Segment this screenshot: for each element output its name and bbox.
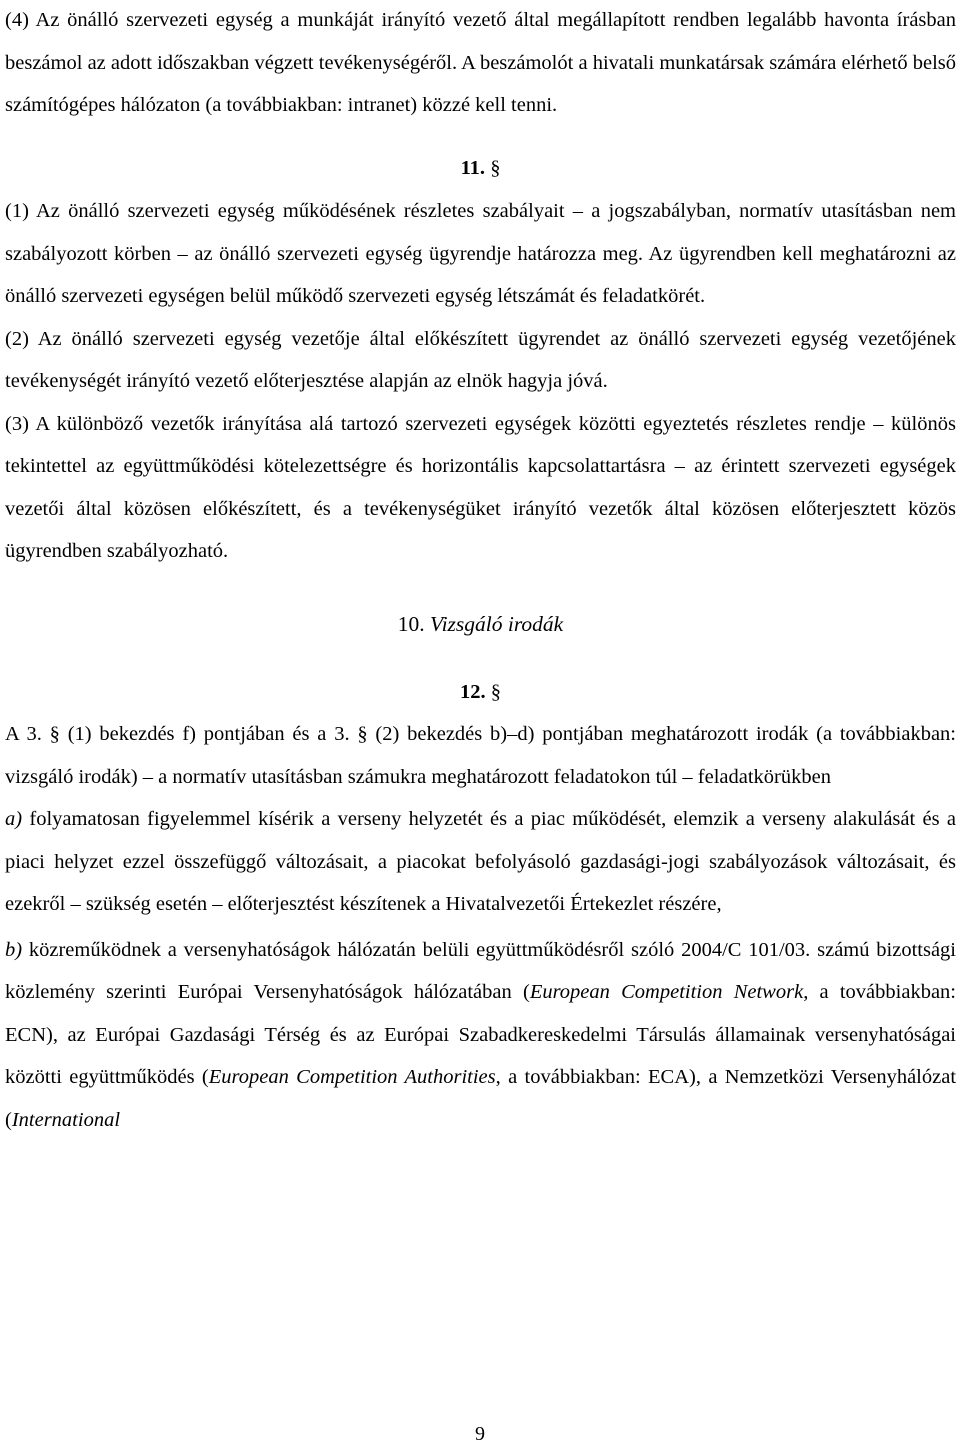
- section-11-heading: [5, 147, 956, 190]
- section-12-point-b: [5, 929, 956, 1142]
- point-b-text-2: , a továbbiakban: ECN), az Európai Gazdasági Térség és az Európai Szabadkereskedelmi Társulás államainak versenyhatóságai közötti együttműködés (: [5, 981, 956, 1088]
- section-12-intro: A 3. § (1) bekezdés f) pontjában és a 3. § (2) bekezdés b)–d) pontjában meghatározott irodák (a továbbiakban: vizsgáló irodák) – a normatív utasításban számukra meghatározott feladatokon túl – feladatkörükben: [5, 723, 956, 788]
- section-11-paragraph-3: (3) A különböző vezetők irányítása alá tartozó szervezeti egységek közötti egyeztetés részletes rendje – különös tekintettel az együttműködési kötelezettségre és horizontális kapcsolattartásra – az érintett szervezeti egységek vezetői által közösen előkészített, és a tevékenységüket irányító vezetők által közösen előterjesztett közös ügyrendben szabályozható.: [5, 412, 956, 562]
- section-11-number: 11.: [460, 156, 486, 179]
- chapter-number: 10.: [397, 611, 425, 636]
- paragraph-4: (4) Az önálló szervezeti egység a munkáját irányító vezető által megállapított rendben legalább havonta írásban beszámol az adott időszakban végzett tevékenységéről. A beszámolót a hivatali munkatársak számára elérhető belső számítógépes hálózaton (a továbbiakban: intranet) közzé kell tenni.: [5, 9, 956, 116]
- section-12-heading: [5, 671, 956, 714]
- point-b-text-1: közreműködnek a versenyhatóságok hálózatán belüli együttműködésről szóló 2004/C 101/03. számú bizottsági közlemény szerinti Európai Versenyhatóságok hálózatában (: [5, 938, 956, 1003]
- document-page: [5, 0, 956, 1141]
- point-a-text: folyamatosan figyelemmel kísérik a verseny helyzetét és a piac működését, elemzik a verseny alakulását és a piaci helyzet ezzel összefüggő változásait, a piacokat befolyásoló gazdasági-jogi szabályozások változásait, és ezekről – szükség esetén – előterjesztést készítenek a Hivatalvezetői Értekezlet részére,: [5, 808, 956, 915]
- page-number: 9: [475, 1423, 485, 1445]
- section-12-symbol: §: [490, 680, 501, 703]
- point-b-italic-1: European Competition Network: [529, 981, 804, 1003]
- point-b-label: b): [5, 938, 23, 961]
- section-11-paragraph-1: (1) Az önálló szervezeti egység működésének részletes szabályait – a jogszabályban, normatív utasításban nem szabályozott körben – az önálló szervezeti egység ügyrendje határozza meg. Az ügyrendben kell meghatározni az önálló szervezeti egységen belül működő szervezeti egység létszámát és feladatkörét.: [5, 200, 956, 307]
- point-a-label: a): [5, 808, 23, 830]
- point-b-italic-3: International: [11, 1108, 121, 1131]
- section-12-number: 12.: [460, 680, 486, 703]
- section-11-symbol: §: [490, 156, 501, 179]
- section-12-point-a: [5, 798, 956, 926]
- chapter-title: Vizsgáló irodák: [430, 611, 564, 636]
- chapter-heading: [5, 603, 956, 645]
- section-11-paragraph-2: (2) Az önálló szervezeti egység vezetője által előkészített ügyrendet az önálló szervezeti egység vezetőjének tevékenységét irányító vezető előterjesztése alapján az elnök hagyja jóvá.: [5, 327, 956, 392]
- point-b-text-3: , a továbbiakban: ECA), a Nemzetközi Versenyhálózat (: [5, 1066, 957, 1131]
- point-b-italic-2: European Competition Authorities: [208, 1066, 496, 1088]
